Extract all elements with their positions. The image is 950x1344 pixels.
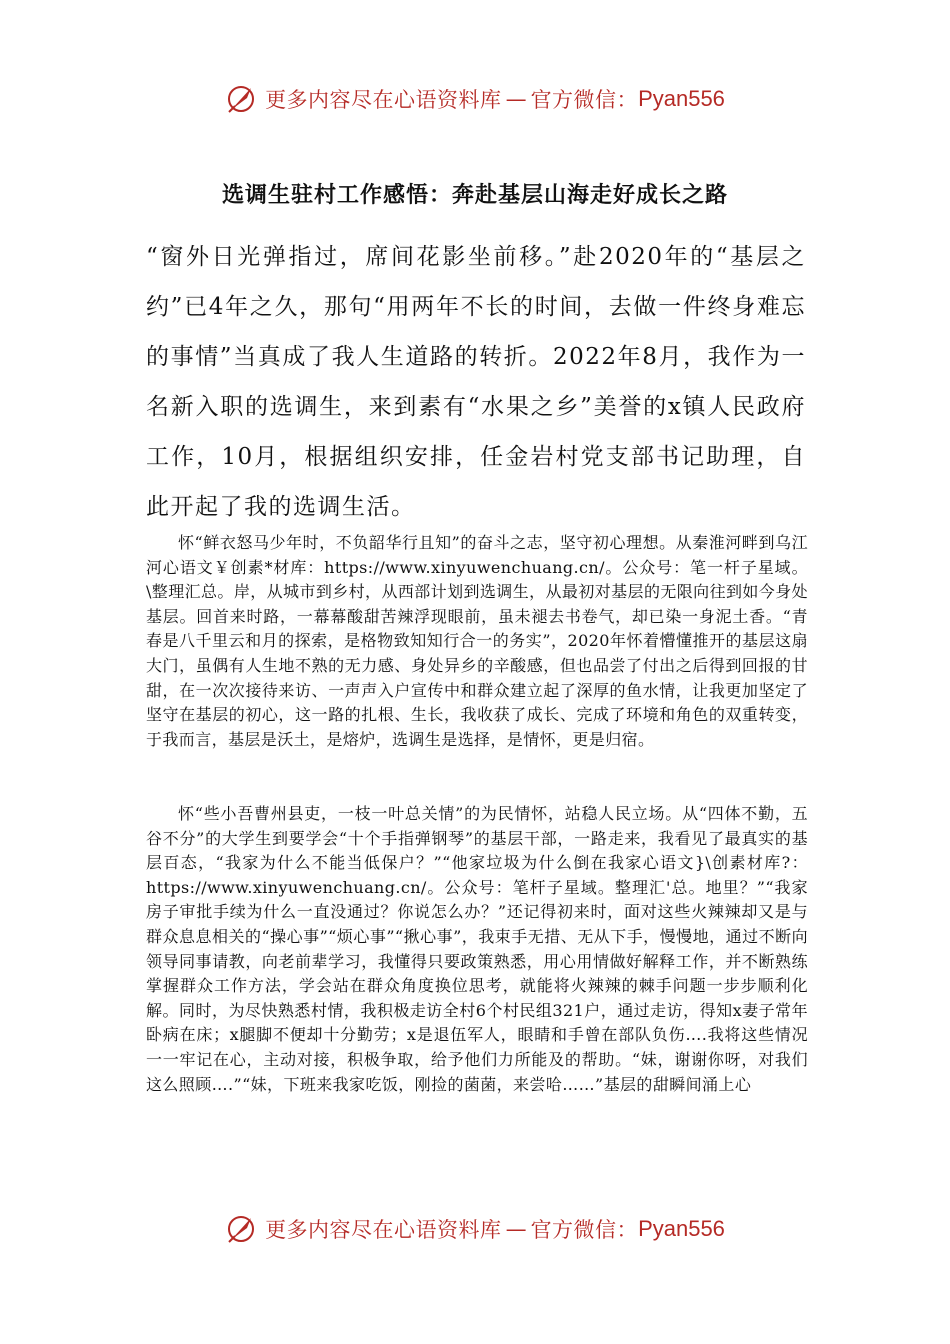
article-title: 选调生驻村工作感悟：奔赴基层山海走好成长之路 (221, 182, 728, 208)
article-paragraph-2: 怀“些小吾曹州县吏，一枝一叶总关情”的为民情怀，站稳人民立场。从“四体不勤，五谷不分”的大学生到要学会“十个手指弹钢琴”的基层干部，一路走来，我看见了最真实的基层百态，“我家为什么不能当低保户？”“他家垃圾为什么倒在我家心语文}\创素材库?：https://www.xinyuwenchuang.cn/。公众号：笔杆子星域。整理汇'总。地里？”“我家房子审批手续为什么一直没通过？你说怎么办？”还记得初来时，面对这些火辣辣却又是与群众息息相关的“操心事”“烦心事”“揪心事”，我束手无措、无从下手，慢慢地，通过不断向领导同事请教，向老前辈学习，我懂得只要政策熟悉，用心用情做好解释工作，并不断熟练掌握群众工作方法，学会站在群众角度换位思考，就能将火辣辣的棘手问题一步步顺利化解。同时，为尽快熟悉村情，我积极走访全村6个村民组321户，通过走访，得知x妻子常年卧病在床；x腿脚不便却十分勤劳；x是退伍军人，眼睛和手曾在部队负伤….我将这些情况一一牢记在心，主动对接，积极争取，给予他们力所能及的帮助。“妹，谢谢你呀，对我们这么照顾….”“妹，下班来我家吃饭，刚捡的菌菌，来尝哈……”基层的甜瞬间涌上心 (146, 804, 808, 1094)
article-paragraph-1: 怀“鲜衣怒马少年时，不负韶华行且知”的奋斗之志，坚守初心理想。从秦淮河畔到乌江河心语文￥创素*材库：https://www.xinyuwenchuang.cn/。公众号：笔一杆子星域。\整理汇总。岸，从城市到乡村，从西部计划到选调生，从最初对基层的无限向往到如今身处基层。回首来时路，一幕幕酸甜苦辣浮现眼前，虽未褪去书卷气，却已染一身泥土香。“青春是八千里云和月的探索，是格物致知知行合一的务实”，2020年怀着懵懂推开的基层这扇大门，虽偶有人生地不熟的无力感、身处异乡的辛酸感，但也品尝了付出之后得到回报的甘甜，在一次次接待来访、一声声入户宣传中和群众建立起了深厚的鱼水情，让我更加坚定了坚守在基层的初心，这一路的扎根、生长，我收获了成长、完成了环境和角色的双重转变，于我而言，基层是沃土，是熔炉，选调生是选择，是情怀，更是归宿。 (146, 533, 808, 749)
watermark-wechat-label: 官方微信： (530, 1218, 639, 1242)
quill-logo-icon (225, 84, 259, 114)
watermark-text: 更多内容尽在心语资料库 (265, 1218, 502, 1242)
watermark-footer (0, 1214, 950, 1244)
watermark-wechat-id: Pyan556 (638, 86, 725, 111)
quill-logo-icon (225, 1214, 259, 1244)
watermark-separator: — (505, 1217, 527, 1241)
watermark-header (0, 84, 950, 114)
watermark-separator: — (505, 87, 527, 111)
watermark-wechat-id: Pyan556 (638, 1216, 725, 1241)
article-intro: “窗外日光弹指过，席间花影坐前移。”赴2020年的“基层之约”已4年之久，那句“用两年不长的时间，去做一件终身难忘的事情”当真成了我人生道路的转折。2022年8月，我作为一名新入职的选调生，来到素有“水果之乡”美誉的x镇人民政府工作，10月，根据组织安排，任金岩村党支部书记助理，自此开起了我的选调生活。 (146, 244, 806, 520)
watermark-wechat-label: 官方微信： (530, 88, 639, 112)
watermark-text: 更多内容尽在心语资料库 (265, 88, 502, 112)
